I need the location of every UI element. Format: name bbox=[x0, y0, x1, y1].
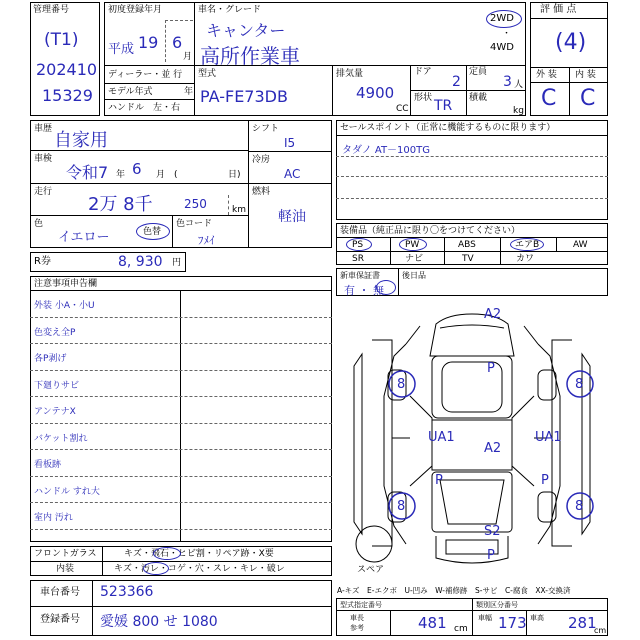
cc-unit: CC bbox=[396, 104, 409, 114]
width-value: 173 bbox=[498, 614, 527, 632]
notes-title: 注意事項申告欄 bbox=[34, 279, 98, 289]
model-year-label: モデル年式 bbox=[108, 87, 153, 97]
drive-4wd: 4WD bbox=[490, 42, 514, 53]
warranty-label: 新車保証書 bbox=[340, 271, 380, 280]
interior-glass-text: キズ・汚レ・コゲ・穴・スレ・キレ・破レ bbox=[114, 564, 285, 574]
car-grade: 高所作業車 bbox=[200, 44, 300, 68]
height-value: 281 bbox=[568, 614, 597, 632]
fuel-value: 軽油 bbox=[278, 209, 306, 225]
color-code-value: ﾌﾒｲ bbox=[198, 234, 215, 247]
load-label: 積載 bbox=[469, 93, 488, 103]
score-label: 評 価 点 bbox=[540, 4, 577, 15]
kg-unit: kg bbox=[513, 106, 524, 116]
recycle-amount: 8, 930 bbox=[118, 254, 163, 270]
yen-unit: 円 bbox=[172, 258, 182, 268]
model-label: 型式 bbox=[198, 69, 217, 79]
inspection-month-unit: 月 bbox=[156, 170, 166, 180]
mark-wheel-rl: 8 bbox=[397, 499, 406, 514]
color-value: イエロー bbox=[58, 230, 110, 245]
shift-label: シフト bbox=[252, 124, 280, 134]
height-unit: cm bbox=[594, 626, 607, 635]
displacement-label: 排気量 bbox=[336, 69, 364, 79]
recycle-box bbox=[30, 252, 186, 272]
height-sub: 車高 bbox=[530, 614, 544, 622]
equip-aw: AW bbox=[573, 240, 588, 250]
sales-point-text: タダノ AT－100TG bbox=[342, 145, 430, 156]
note-item: 看板跡 bbox=[34, 460, 62, 470]
spare-tire-icon bbox=[356, 526, 392, 562]
mark-center: A2 bbox=[484, 441, 502, 456]
length-sub2: 参考 bbox=[350, 624, 364, 632]
mileage-value: 2万 8千 bbox=[88, 194, 153, 215]
exterior-label: 外 装 bbox=[536, 70, 557, 80]
equip-leather: カワ bbox=[516, 254, 535, 264]
capacity-label: 定員 bbox=[469, 67, 488, 77]
chassis-label: 車台番号 bbox=[40, 587, 80, 598]
mark-roof-p: P bbox=[487, 361, 495, 376]
record-label: 後日品 bbox=[402, 271, 426, 280]
person-unit: 人 bbox=[514, 80, 524, 90]
shape-label: 形状 bbox=[414, 93, 433, 103]
car-damage-diagram bbox=[336, 296, 608, 586]
first-reg-label: 初度登録年月 bbox=[108, 5, 163, 15]
mark-front: S2 bbox=[484, 524, 501, 539]
handle-label: ハンドル 左・右 bbox=[108, 103, 181, 113]
equip-ps: PS bbox=[352, 240, 364, 250]
length-sub: 車長 bbox=[350, 614, 364, 622]
mark-front-p: P bbox=[487, 548, 495, 563]
width-section-label: 類別区分番号 bbox=[476, 601, 518, 609]
note-item: 各P剥げ bbox=[34, 354, 67, 364]
recycle-label: R券 bbox=[34, 256, 51, 267]
damage-legend: A-キズ E-エクボ U-凹み W-補修跡 S-サビ C-腐食 XX-交換済 bbox=[337, 586, 571, 595]
mark-right-door: UA1 bbox=[535, 430, 562, 445]
shift-value: I5 bbox=[284, 136, 296, 150]
reg-label: 登録番号 bbox=[40, 614, 80, 625]
mark-wheel-fl: 8 bbox=[397, 377, 406, 392]
interior-label: 内 装 bbox=[575, 70, 596, 80]
reg-era: 平成 bbox=[108, 42, 135, 57]
displacement-value: 4900 bbox=[356, 84, 395, 102]
color-change: 色替 bbox=[143, 227, 162, 237]
mgmt-label: 管理番号 bbox=[33, 5, 70, 15]
drive-2wd: 2WD bbox=[490, 13, 514, 24]
mark-wheel-fr: 8 bbox=[575, 377, 584, 392]
warranty-circle bbox=[376, 280, 396, 295]
car-name-label: 車名・グレード bbox=[198, 5, 262, 15]
chassis-value: 523366 bbox=[100, 584, 154, 600]
note-item: 下廻りサビ bbox=[34, 380, 80, 391]
equip-navi: ナビ bbox=[405, 254, 424, 264]
spare-label: スペア bbox=[357, 565, 385, 575]
mark-wheel-rr: 8 bbox=[575, 499, 584, 514]
shape-value: TR bbox=[434, 98, 453, 114]
reg-year: 19 bbox=[138, 33, 159, 52]
year-unit: 年 bbox=[184, 87, 194, 97]
dim1-label: 型式指定番号 bbox=[340, 601, 382, 609]
equip-sr: SR bbox=[352, 254, 364, 264]
length-value: 481 bbox=[418, 614, 447, 632]
ac-label: 冷房 bbox=[252, 155, 271, 165]
dealer-label: ディーラー・並 行 bbox=[108, 70, 183, 80]
mgmt-code: (T1) bbox=[44, 30, 79, 50]
inspection-month: 6 bbox=[132, 160, 142, 178]
month-unit: 月 bbox=[183, 52, 193, 62]
inspection-era: 令和7 bbox=[66, 163, 109, 182]
interior-grade: C bbox=[580, 86, 596, 111]
length-unit: cm bbox=[454, 624, 468, 634]
exterior-grade: C bbox=[541, 86, 557, 111]
equip-airbag: エアB bbox=[515, 240, 540, 250]
color-label: 色 bbox=[34, 219, 44, 229]
note-item: バケット割れ bbox=[34, 433, 88, 444]
chip-circle bbox=[153, 547, 181, 560]
mark-roof: A2 bbox=[484, 307, 502, 322]
km-unit: km bbox=[232, 205, 246, 215]
reg-value: 愛媛 800 せ 1080 bbox=[100, 614, 218, 630]
front-glass-text: キズ・飛石・ヒビ割・リペア跡・X要 bbox=[124, 549, 274, 559]
mileage-label: 走行 bbox=[34, 187, 53, 197]
fuel-label: 燃料 bbox=[252, 187, 271, 197]
door-label: ドア bbox=[414, 67, 432, 77]
inspection-paren: ( bbox=[174, 170, 178, 180]
mark-right-panel: P bbox=[541, 473, 549, 488]
sales-point-title: セールスポイント（正常に機能するものに限ります） bbox=[340, 123, 556, 133]
dirt-circle bbox=[143, 562, 169, 575]
mgmt-number-2: 15329 bbox=[42, 86, 93, 105]
interior-glass-label: 内装 bbox=[56, 564, 75, 574]
note-item: 外装 小A・小U bbox=[34, 301, 95, 311]
usage-label: 車歴 bbox=[34, 124, 53, 134]
mileage-extra: 250 bbox=[184, 197, 207, 211]
model-value: PA-FE73DB bbox=[200, 87, 288, 106]
ac-value: AC bbox=[284, 167, 301, 181]
mark-left-panel: P bbox=[435, 473, 443, 488]
note-item: アンテナX bbox=[34, 407, 76, 417]
drive-dot: ・ bbox=[502, 29, 512, 39]
equipment-title: 装備品（純正品に限り〇をつけてください） bbox=[340, 226, 521, 236]
equip-pw: PW bbox=[405, 240, 420, 250]
reg-month: 6 bbox=[172, 33, 183, 52]
width-sub: 車幅 bbox=[478, 614, 492, 622]
warranty-value: 有 ・ 無 bbox=[344, 284, 384, 297]
front-glass-label: フロントガラス bbox=[34, 549, 97, 559]
car-name: キャンター bbox=[206, 21, 286, 40]
inspection-label: 車検 bbox=[34, 154, 53, 164]
score-value: (4) bbox=[555, 30, 587, 55]
color-code-label: 色コード bbox=[176, 219, 213, 229]
door-value: 2 bbox=[452, 74, 461, 90]
equip-tv: TV bbox=[462, 254, 474, 264]
mark-left-door: UA1 bbox=[428, 430, 455, 445]
mgmt-number-1: 202410 bbox=[36, 60, 98, 79]
note-item: 色変え全P bbox=[34, 327, 76, 338]
note-item: 室内 汚れ bbox=[34, 513, 73, 523]
capacity-value: 3 bbox=[503, 74, 512, 90]
equip-abs: ABS bbox=[458, 240, 476, 250]
usage-value: 自家用 bbox=[54, 130, 108, 151]
inspection-day-unit: 日) bbox=[228, 170, 241, 180]
note-item: ハンドル すれ大 bbox=[34, 486, 100, 497]
inspection-year-unit: 年 bbox=[116, 170, 126, 180]
